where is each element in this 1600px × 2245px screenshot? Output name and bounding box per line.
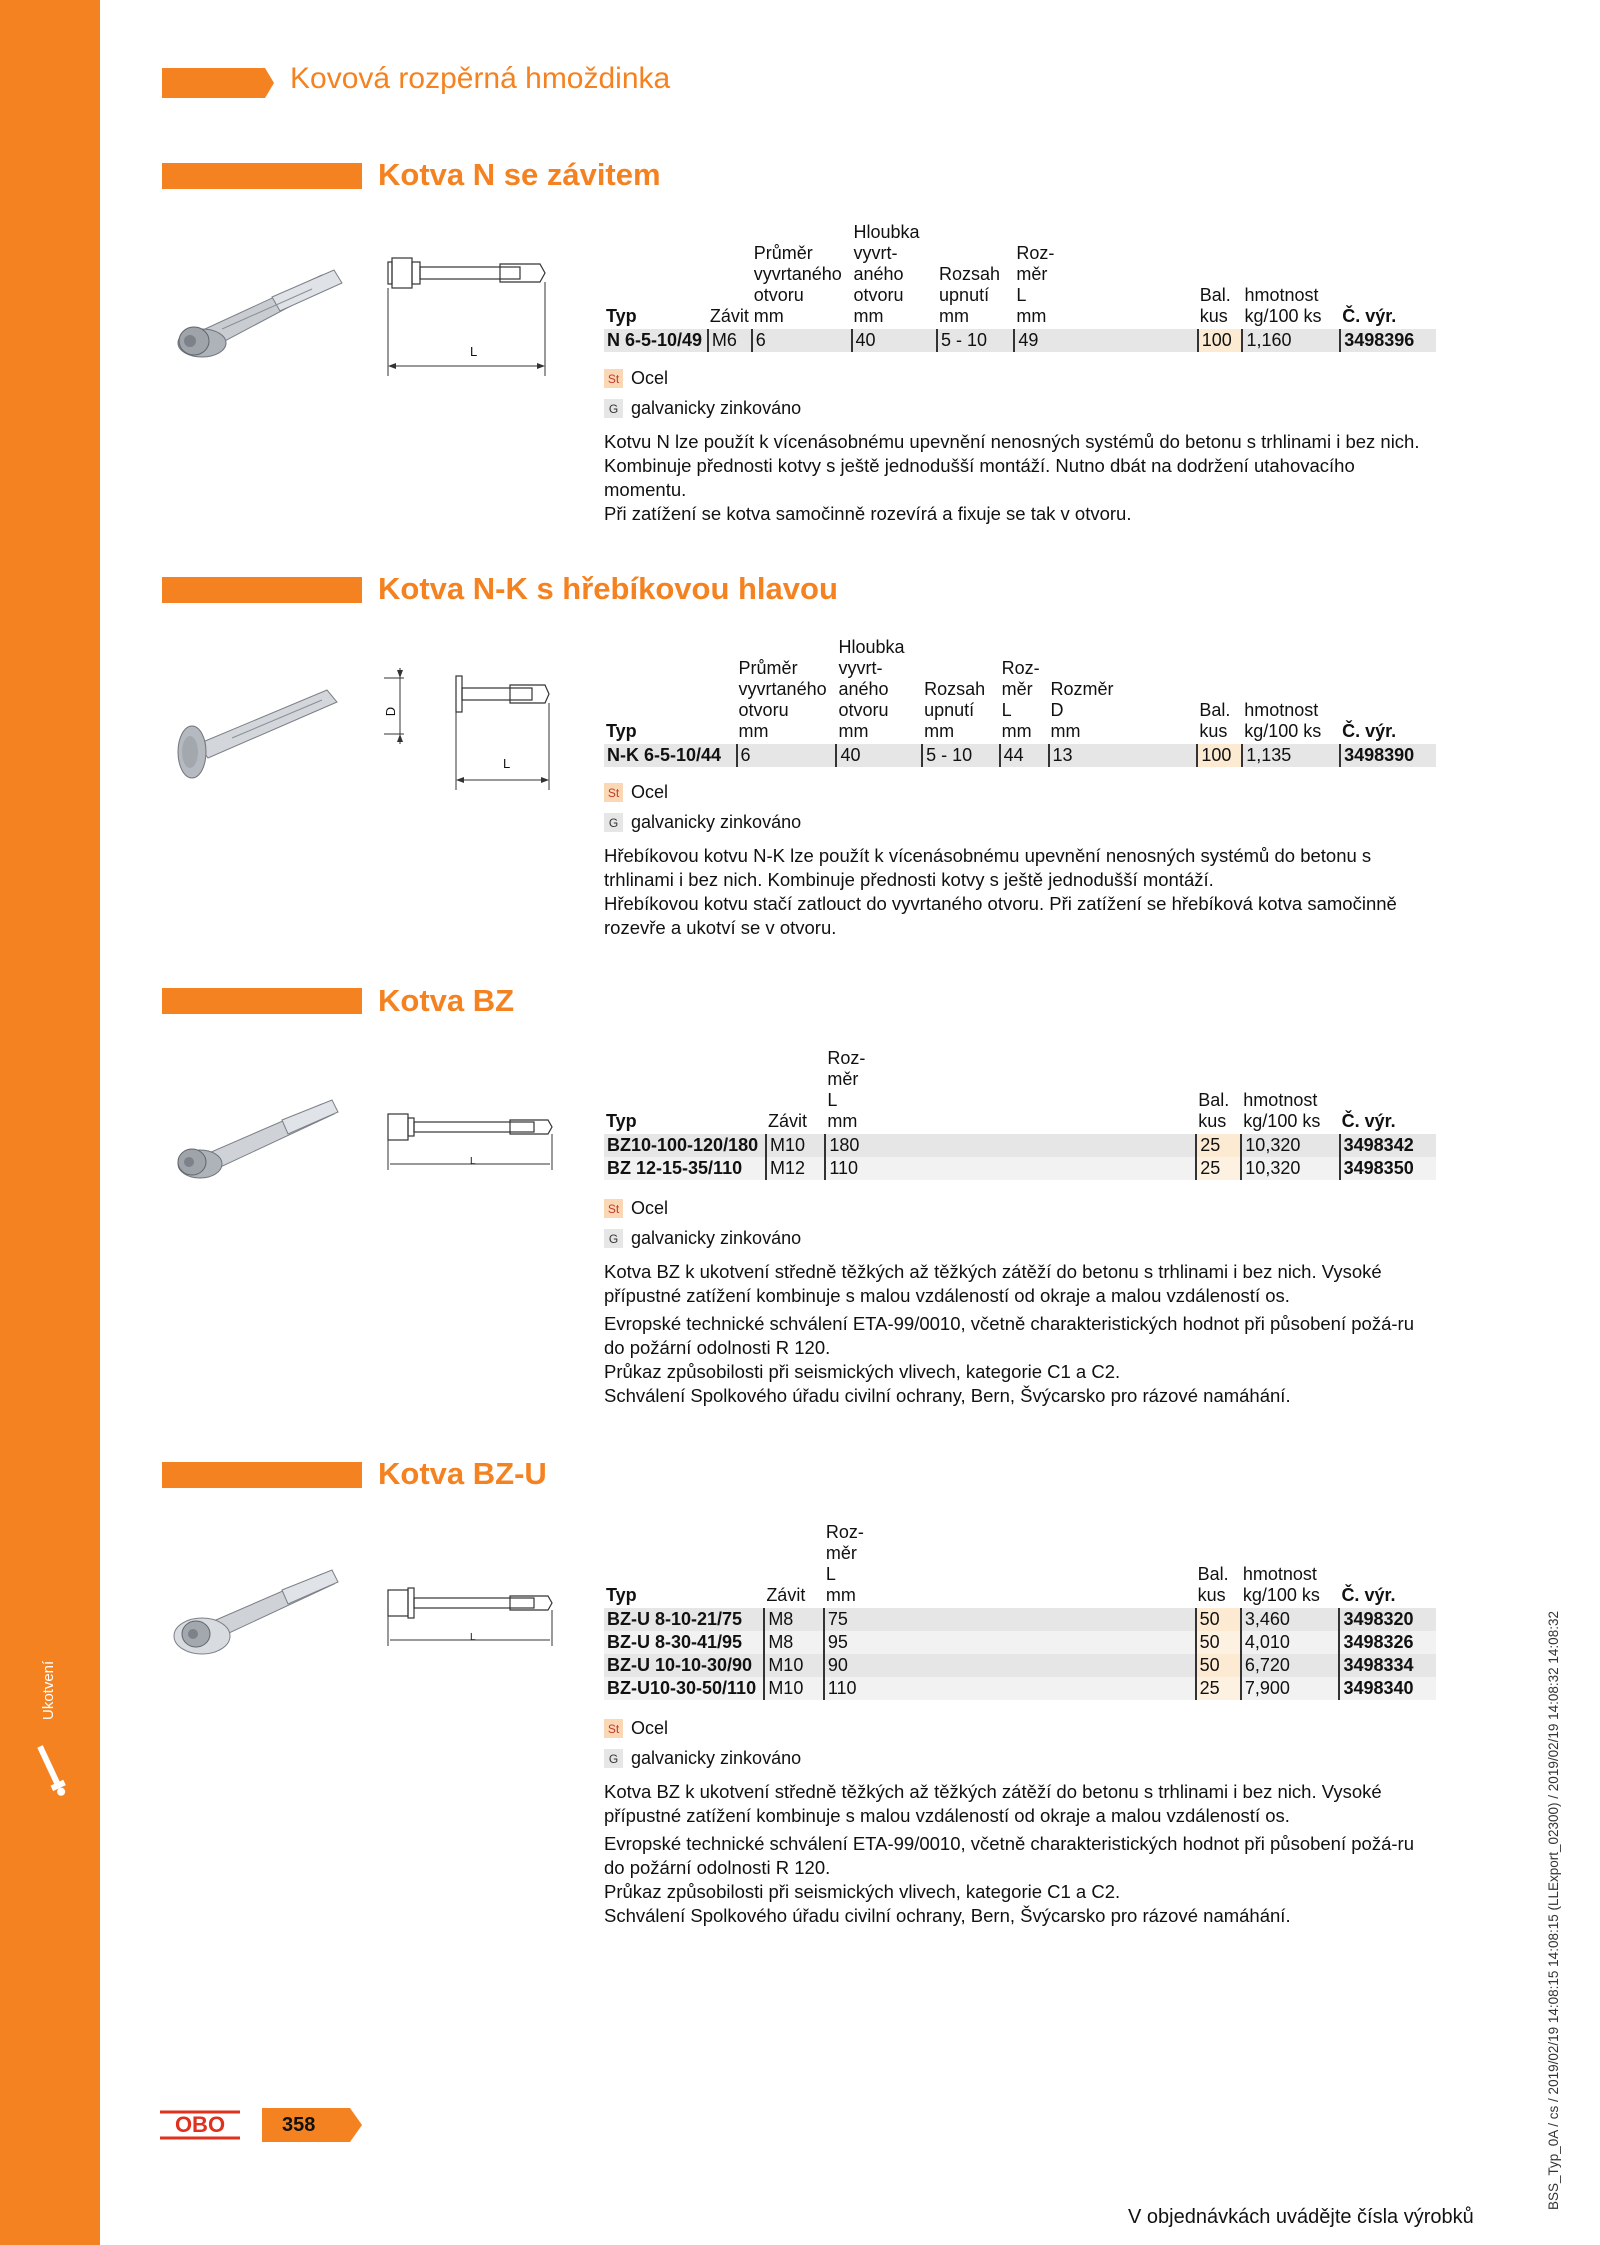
anchor-bzu-photo (162, 1556, 352, 1676)
drawing-label-l: L (503, 756, 511, 771)
col-rozmer-l: Roz- měr L mm (1001, 658, 1040, 741)
anchor-bolt-icon (36, 1740, 66, 1800)
col-bal: Bal. kus (1198, 1090, 1230, 1131)
col-hmotnost: hmotnost kg/100 ks (1242, 1564, 1320, 1605)
table-row: N 6-5-10/49 M6 6 40 5 - 10 49 100 1,160 3498396 (604, 329, 1436, 352)
export-meta: BSS_Typ_0A / cs / 2019/02/19 14:08:15 14:08:15 (LLExport_02300) / 2019/02/19 14:08:32 14:08:32 (1546, 1611, 1561, 2210)
section-bar (162, 988, 362, 1014)
col-hmotnost: hmotnost kg/100 ks (1244, 700, 1322, 741)
col-zavit: Závit (709, 306, 749, 326)
material-code-g: G (604, 813, 623, 832)
drawing-label-d: D (383, 706, 399, 717)
material-st: St Ocel (604, 782, 668, 803)
col-zavit: Závit (766, 1585, 806, 1605)
spec-table-nk (604, 637, 1436, 767)
sidebar-label: Ukotvení (40, 1660, 57, 1720)
anchor-nk-drawing (380, 666, 590, 792)
col-cvyr: Č. výr. (1341, 1585, 1396, 1605)
material-st: St Ocel (604, 1198, 668, 1219)
col-rozsah: Rozsah upnutí mm (939, 264, 1001, 326)
material-g: G galvanicky zinkováno (604, 1228, 801, 1249)
col-hmotnost: hmotnost kg/100 ks (1244, 285, 1322, 326)
col-hmotnost: hmotnost kg/100 ks (1243, 1090, 1321, 1131)
material-g: G galvanicky zinkováno (604, 812, 801, 833)
section-bar (162, 577, 362, 603)
description-bzu: Kotva BZ k ukotvení středně těžkých až těžkých zátěží do betonu s trhlinami i bez nich. Vysoké přípustné zatížení kombinuje s malou vzdáleností od okraje a malou vzdáleností os. Evropské technické schválení ETA-99/0010, včetně charakteristických hodnot při působení požá-ru do požární odolnosti R 120. Průkaz způsobilosti při seismických vlivech, kategorie C1 a C2. Schválení Spolkového úřadu civilní ochrany, Bern, Švýcarsko pro rázové namáhání. (604, 1781, 1414, 1926)
drawing-label-l: L (470, 1156, 476, 1167)
col-typ: Typ (606, 721, 637, 741)
description-n: Kotvu N lze použít k vícenásobnému upevnění nenosných systémů do betonu s trhlinami i bez nich. Kombinuje přednosti kotvy s ještě jednodušší montáží. Nutno dbát na dodržení utahovacího momentu. Při zatížení se kotva samočinně rozevírá a fixuje se tak v otvoru. (604, 431, 1420, 524)
col-bal: Bal. kus (1199, 700, 1231, 741)
header-tab (162, 68, 274, 98)
material-g: G galvanicky zinkováno (604, 1748, 801, 1769)
table-row: BZ-U 8-10-21/75 M8 75 50 3,460 3498320 (604, 1608, 1436, 1631)
spec-table-bzu (604, 1522, 1436, 1700)
material-g: G galvanicky zinkováno (604, 398, 801, 419)
table-row: BZ10-100-120/180 M10 180 25 10,320 3498342 (604, 1134, 1436, 1157)
anchor-bzu-drawing (380, 1584, 590, 1654)
page-number: 358 (282, 2114, 316, 2136)
material-st: St Ocel (604, 368, 668, 389)
table-row: BZ-U 10-10-30/90 M10 90 50 6,720 3498334 (604, 1654, 1436, 1677)
spec-table-bz (604, 1048, 1436, 1180)
material-code-g: G (604, 1749, 623, 1768)
table-row: BZ-U10-30-50/110 M10 110 25 7,900 3498340 (604, 1677, 1436, 1700)
col-hloubka: Hloubka vyvrt- aného otvoru mm (838, 637, 905, 741)
col-rozmer-l: Roz- měr L mm (825, 1522, 864, 1605)
sidebar (0, 0, 100, 2245)
col-hloubka: Hloubka vyvrt- aného otvoru mm (853, 222, 920, 326)
footer-note: V objednávkách uvádějte čísla výrobků (1128, 2206, 1474, 2228)
col-cvyr: Č. výr. (1342, 306, 1397, 326)
material-code-st: St (604, 1719, 623, 1738)
anchor-bz-photo (162, 1086, 352, 1206)
obo-logo (160, 2110, 240, 2140)
description-bz: Kotva BZ k ukotvení středně těžkých až těžkých zátěží do betonu s trhlinami i bez nich. Vysoké přípustné zatížení kombinuje s malou vzdáleností od okraje a malou vzdáleností os. Evropské technické schválení ETA-99/0010, včetně charakteristických hodnot při působení požá-ru do požární odolnosti R 120. Průkaz způsobilosti při seismických vlivech, kategorie C1 a C2. Schválení Spolkového úřadu civilní ochrany, Bern, Švýcarsko pro rázové namáhání. (604, 1261, 1414, 1406)
page-title: Kovová rozpěrná hmoždinka (290, 62, 671, 95)
col-rozmer-l: Roz- měr L mm (1016, 243, 1055, 326)
material-code-g: G (604, 399, 623, 418)
col-typ: Typ (606, 306, 637, 326)
section-bar (162, 1462, 362, 1488)
col-cvyr: Č. výr. (1341, 1111, 1396, 1131)
anchor-nk-photo (162, 672, 352, 792)
col-prumer: Průměr vyvrtaného otvoru mm (738, 658, 827, 741)
description-nk: Hřebíkovou kotvu N-K lze použít k vícenásobnému upevnění nenosných systémů do betonu s trhlinami i bez nich. Kombinuje přednosti kotvy s ještě jednodušší montáží. Hřebíkovou kotvu stačí zatlouct do vyvrtaného otvoru. Při zatížení se hřebíková kotva samočinně rozevře a ukotví se v otvoru. (604, 845, 1397, 938)
col-cvyr: Č. výr. (1342, 721, 1397, 741)
anchor-bz-drawing (380, 1108, 590, 1178)
section-title-bzu: Kotva BZ-U (378, 1456, 547, 1491)
section-title-nk: Kotva N-K s hřebíkovou hlavou (378, 571, 838, 606)
col-prumer: Průměr vyvrtaného otvoru mm (753, 243, 842, 326)
col-bal: Bal. kus (1199, 285, 1231, 326)
col-rozsah: Rozsah upnutí mm (924, 679, 986, 741)
svg-text:OBO: OBO (174, 2112, 226, 2137)
col-rozmer-l: Roz- měr L mm (827, 1048, 866, 1131)
table-row: BZ-U 8-30-41/95 M8 95 50 4,010 3498326 (604, 1631, 1436, 1654)
anchor-n-photo (162, 255, 352, 385)
table-row: BZ 12-15-35/110 M12 110 25 10,320 3498350 (604, 1157, 1436, 1180)
col-zavit: Závit (767, 1111, 807, 1131)
material-code-g: G (604, 1229, 623, 1248)
section-bar (162, 163, 362, 189)
material-code-st: St (604, 783, 623, 802)
col-rozmer-d: Rozměr D mm (1050, 679, 1114, 741)
material-code-st: St (604, 1199, 623, 1218)
drawing-label-l: L (470, 344, 478, 359)
material-st: St Ocel (604, 1718, 668, 1739)
anchor-n-drawing (380, 248, 590, 378)
col-bal: Bal. kus (1197, 1564, 1229, 1605)
table-row: N-K 6-5-10/44 6 40 5 - 10 44 13 100 1,135 3498390 (604, 744, 1436, 767)
section-title-bz: Kotva BZ (378, 983, 515, 1018)
col-typ: Typ (606, 1585, 637, 1605)
material-code-st: St (604, 369, 623, 388)
col-typ: Typ (606, 1111, 637, 1131)
spec-table-n (604, 222, 1436, 352)
drawing-label-l: L (470, 1632, 476, 1643)
section-title-n: Kotva N se závitem (378, 157, 661, 192)
